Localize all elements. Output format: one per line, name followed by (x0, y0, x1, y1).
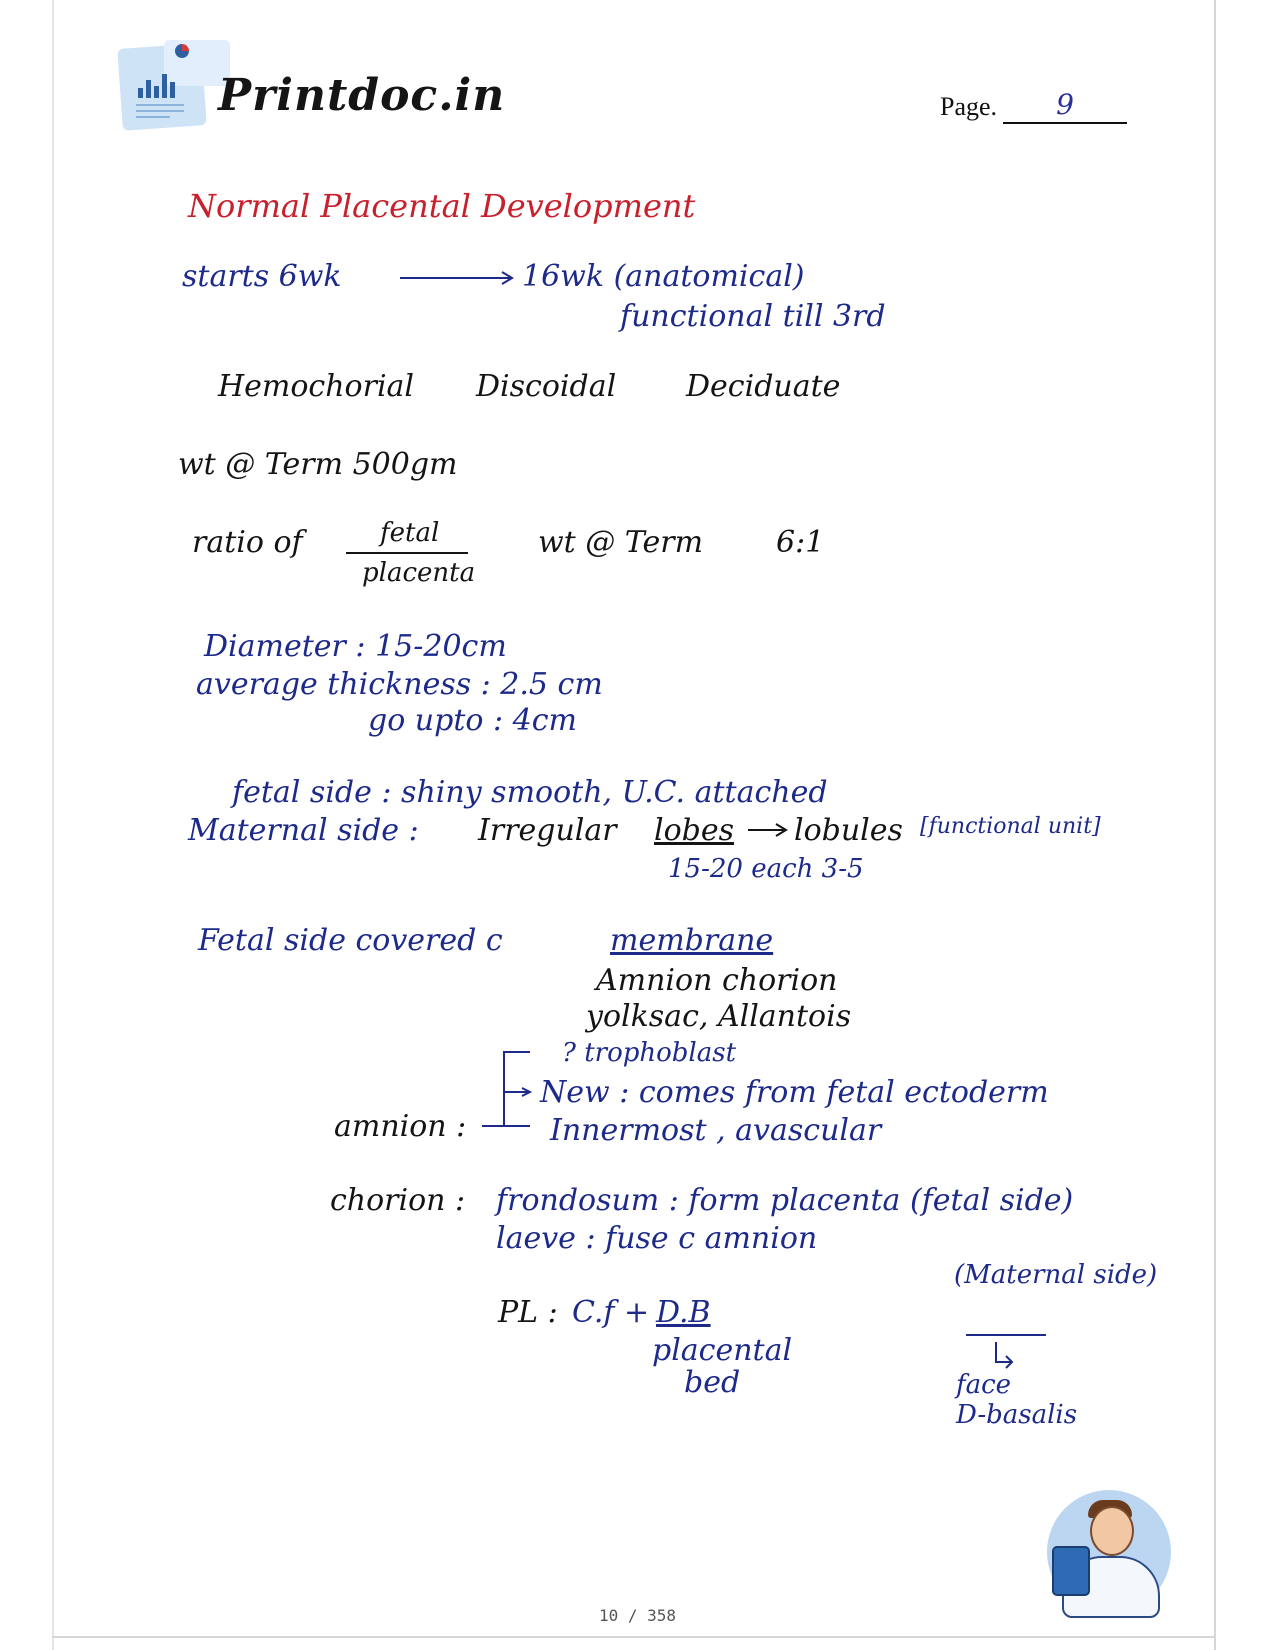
page-number: 9 (1056, 88, 1074, 121)
note-ratio-denominator: placenta (362, 558, 476, 588)
notes-title: Normal Placental Development (188, 187, 696, 225)
doctor-face-icon (1090, 1506, 1134, 1556)
note-maternal-side-label: Maternal side : (188, 813, 419, 848)
note-pl-db: D.B (656, 1295, 711, 1330)
note-membrane-list-1: Amnion chorion (596, 963, 838, 998)
note-amnion-label: amnion : (334, 1109, 467, 1144)
note-pl-cf: C.f + (572, 1295, 650, 1330)
note-pl-label: PL : (498, 1295, 558, 1330)
bracket-arrow-icon (482, 1046, 542, 1132)
note-go-upto: go upto : 4cm (368, 703, 577, 738)
note-chorion-label: chorion : (330, 1183, 466, 1218)
note-weight-term: wt @ Term 500gm (178, 447, 458, 482)
note-functional: functional till 3rd (620, 299, 886, 334)
page-counter: 10 / 358 (598, 1606, 677, 1625)
page-number-underline (1003, 122, 1127, 124)
brand-logo-text: Printdoc.in (218, 70, 506, 121)
note-lobes-count: 15-20 each 3-5 (668, 854, 864, 884)
note-type-hemochorial: Hemochorial (218, 369, 415, 404)
arrow-icon (748, 822, 792, 838)
logo-pie-chart-icon (175, 44, 189, 58)
tablet-icon (1052, 1546, 1090, 1596)
note-ratio-value: 6:1 (776, 525, 825, 560)
note-16wk: 16wk (anatomical) (522, 259, 805, 294)
logo-text-lines-icon (136, 104, 184, 122)
note-average-thickness: average thickness : 2.5 cm (196, 667, 603, 702)
page-left-edge (52, 0, 54, 1650)
note-maternal-irregular: Irregular (478, 813, 617, 848)
note-ratio-numerator: fetal (380, 518, 440, 548)
note-amnion-1: ? trophoblast (562, 1038, 737, 1068)
logo-bar-chart-icon (138, 70, 182, 98)
note-ratio-of: ratio of (192, 525, 303, 560)
arrow-icon (400, 270, 520, 286)
note-bed: bed (684, 1365, 741, 1400)
note-diameter: Diameter : 15-20cm (204, 629, 507, 664)
note-placental: placental (652, 1333, 793, 1368)
note-maternal-side-2: (Maternal side) (954, 1260, 1158, 1290)
note-type-discoidal: Discoidal (476, 369, 617, 404)
note-amnion-2: New : comes from fetal ectoderm (540, 1075, 1049, 1110)
note-d-basalis: D-basalis (956, 1400, 1078, 1430)
note-membrane: membrane (610, 923, 774, 958)
note-starts: starts 6wk (182, 259, 342, 294)
note-lobules: lobules (794, 813, 903, 848)
fraction-bar (346, 552, 468, 554)
note-lobes: lobes (654, 813, 735, 848)
note-face: face (956, 1370, 1012, 1400)
note-ratio-rest: wt @ Term (538, 525, 704, 560)
note-fetal-covered: Fetal side covered c (198, 923, 503, 958)
page-right-edge (1214, 0, 1216, 1650)
page-label: Page. (940, 92, 998, 121)
down-arrow-icon (990, 1340, 1020, 1370)
note-laeve: laeve : fuse c amnion (496, 1221, 818, 1256)
note-divider-line (966, 1334, 1046, 1336)
note-functional-unit: [functional unit] (920, 814, 1101, 839)
page-bottom-edge (52, 1636, 1216, 1638)
note-amnion-3: Innermost , avascular (550, 1113, 882, 1148)
note-fetal-side: fetal side : shiny smooth, U.C. attached (232, 775, 828, 810)
note-type-deciduate: Deciduate (686, 369, 841, 404)
note-frondosum: frondosum : form placenta (fetal side) (496, 1183, 1074, 1218)
note-membrane-list-2: yolksac, Allantois (586, 999, 852, 1034)
